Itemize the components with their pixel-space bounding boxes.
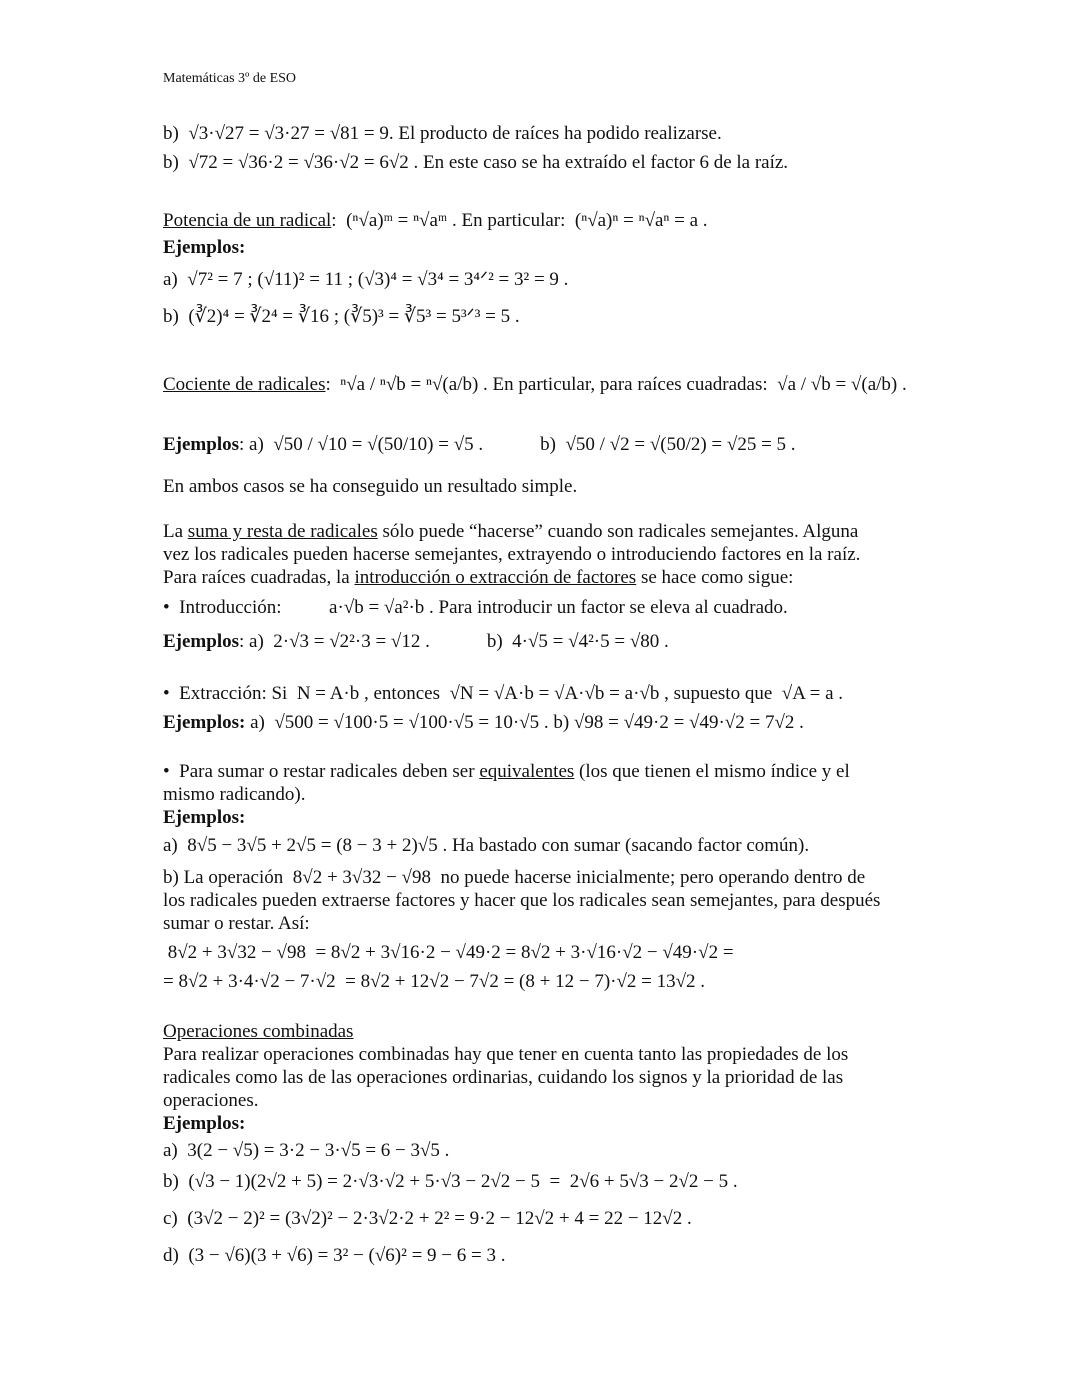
text-segment: = 8√2 + 3·4·√2 − 7·√2 = 8√2 + 12√2 − 7√2 = (8 + 12 − 7)·√2 = 13√2 . [163,971,706,992]
underlined-term: introducción o extracción de factores [354,567,637,588]
text-line [163,784,305,806]
page-header: Matemáticas 3º de ESO [163,71,297,86]
text-line [163,210,708,232]
text-segment: • Para sumar o restar radicales deben ser [163,761,480,782]
text-segment: b) √72 = √36·2 = √36·√2 = 6√2 . En este caso se ha extraído el factor 6 de la raíz. [163,152,789,173]
text-segment: operaciones. [163,1090,259,1111]
text-line [163,942,734,964]
text-line [163,867,865,889]
text-line [163,890,880,912]
text-line [163,1067,843,1089]
text-line [163,712,804,734]
text-line [163,567,793,589]
text-line [163,123,722,145]
text-segment: : a) √50 / √10 = √(50/10) = √5 . b) √50 / √2 = √(50/2) = √25 = 5 . [239,434,796,455]
text-segment: vez los radicales pueden hacerse semejantes, extrayendo o introduciendo factores en la raíz. [163,544,861,565]
text-segment: c) (3√2 − 2)² = (3√2)² − 2·3√2·2 + 2² = 9·2 − 12√2 + 4 = 22 − 12√2 . [163,1208,692,1229]
text-segment: Para realizar operaciones combinadas hay que tener en cuenta tanto las propiedades de los [163,1044,849,1065]
text-segment: d) (3 − √6)(3 + √6) = 3² − (√6)² = 9 − 6 = 3 . [163,1245,506,1266]
text-line [163,1171,738,1193]
underlined-term: Operaciones combinadas [163,1021,354,1042]
text-line [163,807,245,829]
text-line [163,835,809,857]
text-line [163,434,796,456]
text-line [163,1044,848,1066]
text-segment: a) √500 = √100·5 = √100·√5 = 10·√5 . b) √98 = √49·2 = √49·√2 = 7√2 . [245,712,804,733]
text-segment: se hace como sigue: [636,567,794,588]
underlined-term: suma y resta de radicales [187,521,378,542]
text-line [163,476,577,498]
text-line [163,971,705,993]
text-segment: b) (∛2)⁴ = ∛2⁴ = ∛16 ; (∛5)³ = ∛5³ = 5³ᐟ³ = 5 . [163,306,520,327]
text-segment: b) √3·√27 = √3·27 = √81 = 9. El producto de raíces ha podido realizarse. [163,123,722,144]
bold-label: Ejemplos [163,434,239,455]
text-segment: En ambos casos se ha conseguido un resultado simple. [163,476,578,497]
underlined-term: Potencia de un radical [163,210,332,231]
text-line [163,1140,449,1162]
bold-label: Ejemplos: [163,1113,246,1134]
text-line [163,544,860,566]
text-line [163,237,245,259]
text-line [163,374,907,396]
text-segment: sumar o restar. Así: [163,913,310,934]
text-line [163,761,850,783]
text-segment: (los que tienen el mismo índice y el [574,761,850,782]
text-segment: a) 3(2 − √5) = 3·2 − 3·√5 = 6 − 3√5 . [163,1140,450,1161]
text-segment: Para raíces cuadradas, la [163,567,355,588]
text-segment: radicales como las de las operaciones ordinarias, cuidando los signos y la prioridad de las [163,1067,844,1088]
bold-label: Ejemplos: [163,237,246,258]
text-line [163,1021,353,1043]
text-segment: • Extracción: Si N = A·b , entonces √N = √A·b = √A·√b = a·√b , supuesto que √A = a . [163,683,844,704]
text-line [163,521,858,543]
bold-label: Ejemplos [163,631,239,652]
text-line [163,1090,258,1112]
text-line [163,597,788,619]
bold-label: Ejemplos: [163,807,246,828]
text-line [163,683,843,705]
underlined-term: equivalentes [479,761,575,782]
text-segment: los radicales pueden extraerse factores y hacer que los radicales sean semejantes, para después [163,890,881,911]
text-line [163,631,669,653]
text-segment: b) La operación 8√2 + 3√32 − √98 no puede hacerse inicialmente; pero operando dentro de [163,867,866,888]
text-line [163,1208,692,1230]
text-line [163,306,520,328]
text-segment: a) √7² = 7 ; (√11)² = 11 ; (√3)⁴ = √3⁴ = 3⁴ᐟ² = 3² = 9 . [163,269,569,290]
text-segment: • Introducción: a·√b = √a²·b . Para introducir un factor se eleva al cuadrado. [163,597,788,618]
text-segment: : (ⁿ√a)ᵐ = ⁿ√aᵐ . En particular: (ⁿ√a)ⁿ = ⁿ√aⁿ = a . [331,210,708,231]
text-line [163,913,310,935]
text-segment: a) 8√5 − 3√5 + 2√5 = (8 − 3 + 2)√5 . Ha bastado con sumar (sacando factor común). [163,835,810,856]
text-line [163,152,788,174]
text-segment: mismo radicando). [163,784,306,805]
text-segment: La [163,521,188,542]
bold-label: Ejemplos: [163,712,246,733]
underlined-term: Cociente de radicales [163,374,326,395]
text-line [163,1113,245,1135]
text-segment: sólo puede “hacerse” cuando son radicales semejantes. Alguna [377,521,859,542]
text-segment: 8√2 + 3√32 − √98 = 8√2 + 3√16·2 − √49·2 = 8√2 + 3·√16·√2 − √49·√2 = [163,942,734,963]
text-line [163,269,568,291]
text-segment: : a) 2·√3 = √2²·3 = √12 . b) 4·√5 = √4²·5 = √80 . [239,631,669,652]
text-line [163,1245,505,1267]
text-segment: b) (√3 − 1)(2√2 + 5) = 2·√3·√2 + 5·√3 − 2√2 − 5 = 2√6 + 5√3 − 2√2 − 5 . [163,1171,738,1192]
text-segment: : ⁿ√a / ⁿ√b = ⁿ√(a/b) . En particular, para raíces cuadradas: √a / √b = √(a/b) . [325,374,907,395]
